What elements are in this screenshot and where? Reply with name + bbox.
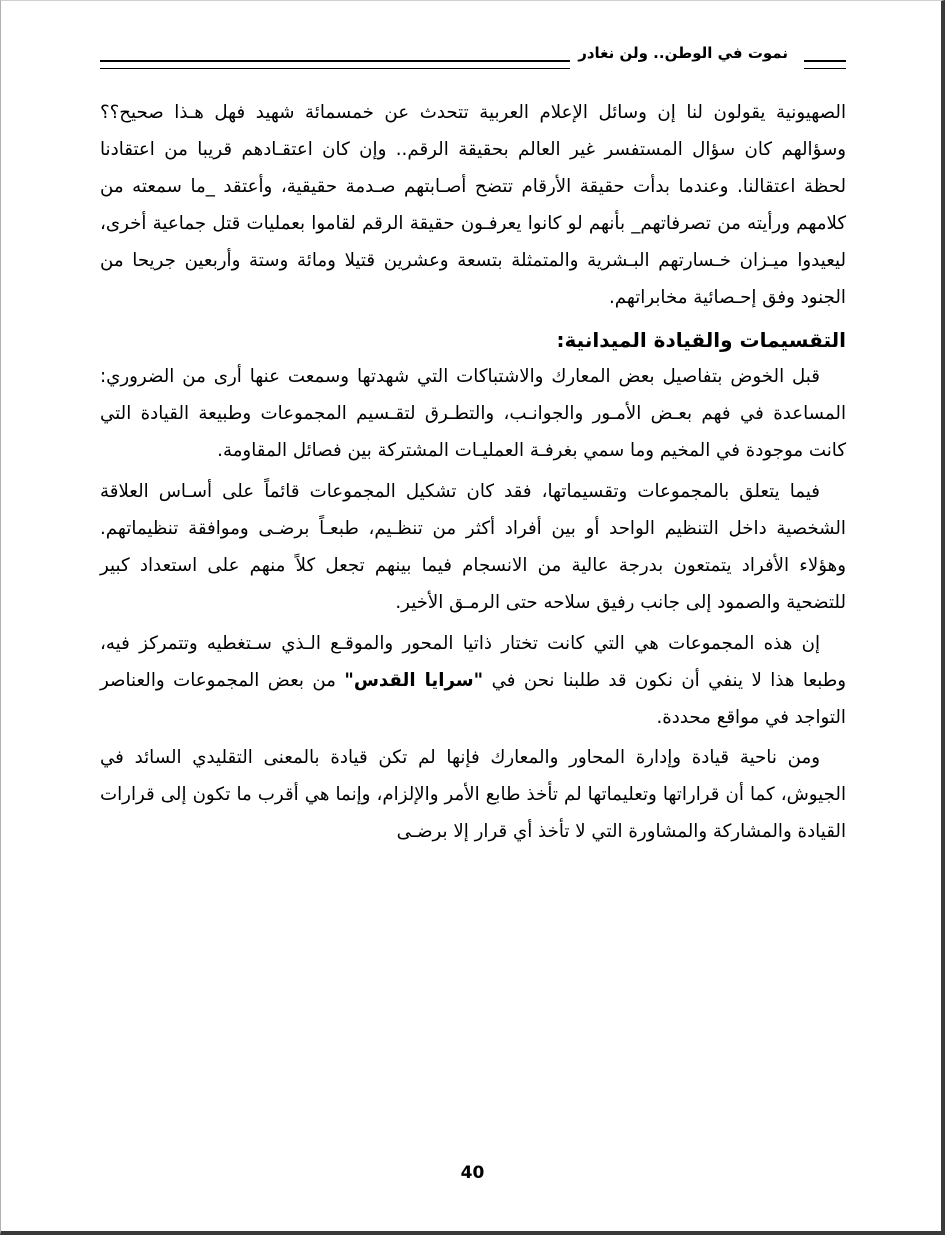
saraya-al-quds-bold: "سرايا القدس" bbox=[344, 669, 484, 691]
paragraph-4 bbox=[100, 626, 846, 737]
header-rule-short bbox=[804, 60, 846, 69]
section-heading: التقسيمات والقيادة الميدانية: bbox=[556, 328, 846, 353]
header-title: نموت في الوطن.. ولن نغادر bbox=[578, 44, 788, 62]
paragraph-1: الصهيونية يقولون لنا إن وسائل الإعلام العربية تتحدث عن خمسمائة شهيد فهل هـذا صحيح؟؟ وسؤالهم كان سؤال المستفسر غير العالم بحقيقة الرقم.. وإن كان اعتقـادهم قريبا من اعتقادنا لحظة اعتقالنا. وعندما بدأت حقيقة الأرقام تتضح أصـابتهم صـدمة حقيقية، وأعتقد _ما سمعته من كلامهم ورأيته من تصرفاتهم_ بأنهم لو كانوا يعرفـون حقيقة الرقم لقاموا بعمليات قتل جماعية أخرى، ليعيدوا ميـزان خـسارتهم البـشرية والمتمثلة بتسعة وعشرين قتيلا ومائة وستة وأربعين جريحا من الجنود وفق إحـصائية مخابراتهم. bbox=[100, 102, 846, 308]
paragraph-4-text-b: من بعض المجموعات والعناصر التواجد في مواقع محددة. bbox=[100, 669, 846, 728]
header-rule-long bbox=[100, 60, 570, 69]
page-number: 40 bbox=[460, 1163, 485, 1183]
running-header bbox=[100, 42, 846, 72]
paragraph-5: ومن ناحية قيادة وإدارة المحاور والمعارك فإنها لم تكن قيادة بالمعنى التقليدي السائد في الجيوش، كما أن قراراتها وتعليماتها لم تأخذ طابع الأمر والإلزام، وإنما هي أقرب ما تكون إلى قرارات القيادة والمشاركة والمشاورة التي لا تأخذ أي قرار إلا برضـى bbox=[100, 747, 846, 843]
paragraph-2: قبل الخوض بتفاصيل بعض المعارك والاشتباكات التي شهدتها وسمعت عنها أرى من الضروري: المساعدة في فهم بعـض الأمـور والجوانـب، والتطـرق لتقـسيم المجموعات وطبيعة القيادة التي كانت موجودة في المخيم وما سمي بغرفـة العمليـات المشتركة بين فصائل المقاومة. bbox=[100, 366, 846, 462]
paragraph-4-text-a: إن هذه المجموعات هي التي كانت تختار ذاتيا المحور والموقـع الـذي سـتغطيه وتتمركز فيه، وطبعا هذا لا ينفي أن نكون قد طلبنا نحن في bbox=[100, 632, 846, 691]
paragraph-3: فيما يتعلق بالمجموعات وتقسيماتها، فقد كان تشكيل المجموعات قائماً على أسـاس العلاقة الشخصية داخل التنظيم الواحد أو بين أفراد أكثر من تنظـيم، طبعـاً برضـى وموافقة تنظيماتهم. وهؤلاء الأفراد يتمتعون بدرجة عالية من الانسجام فيما بينهم تجعل كلاً منهم على استعداد كبير للتضحية والصمود إلى جانب رفيق سلاحه حتى الرمـق الأخير. bbox=[100, 481, 846, 613]
body-text bbox=[100, 95, 846, 851]
